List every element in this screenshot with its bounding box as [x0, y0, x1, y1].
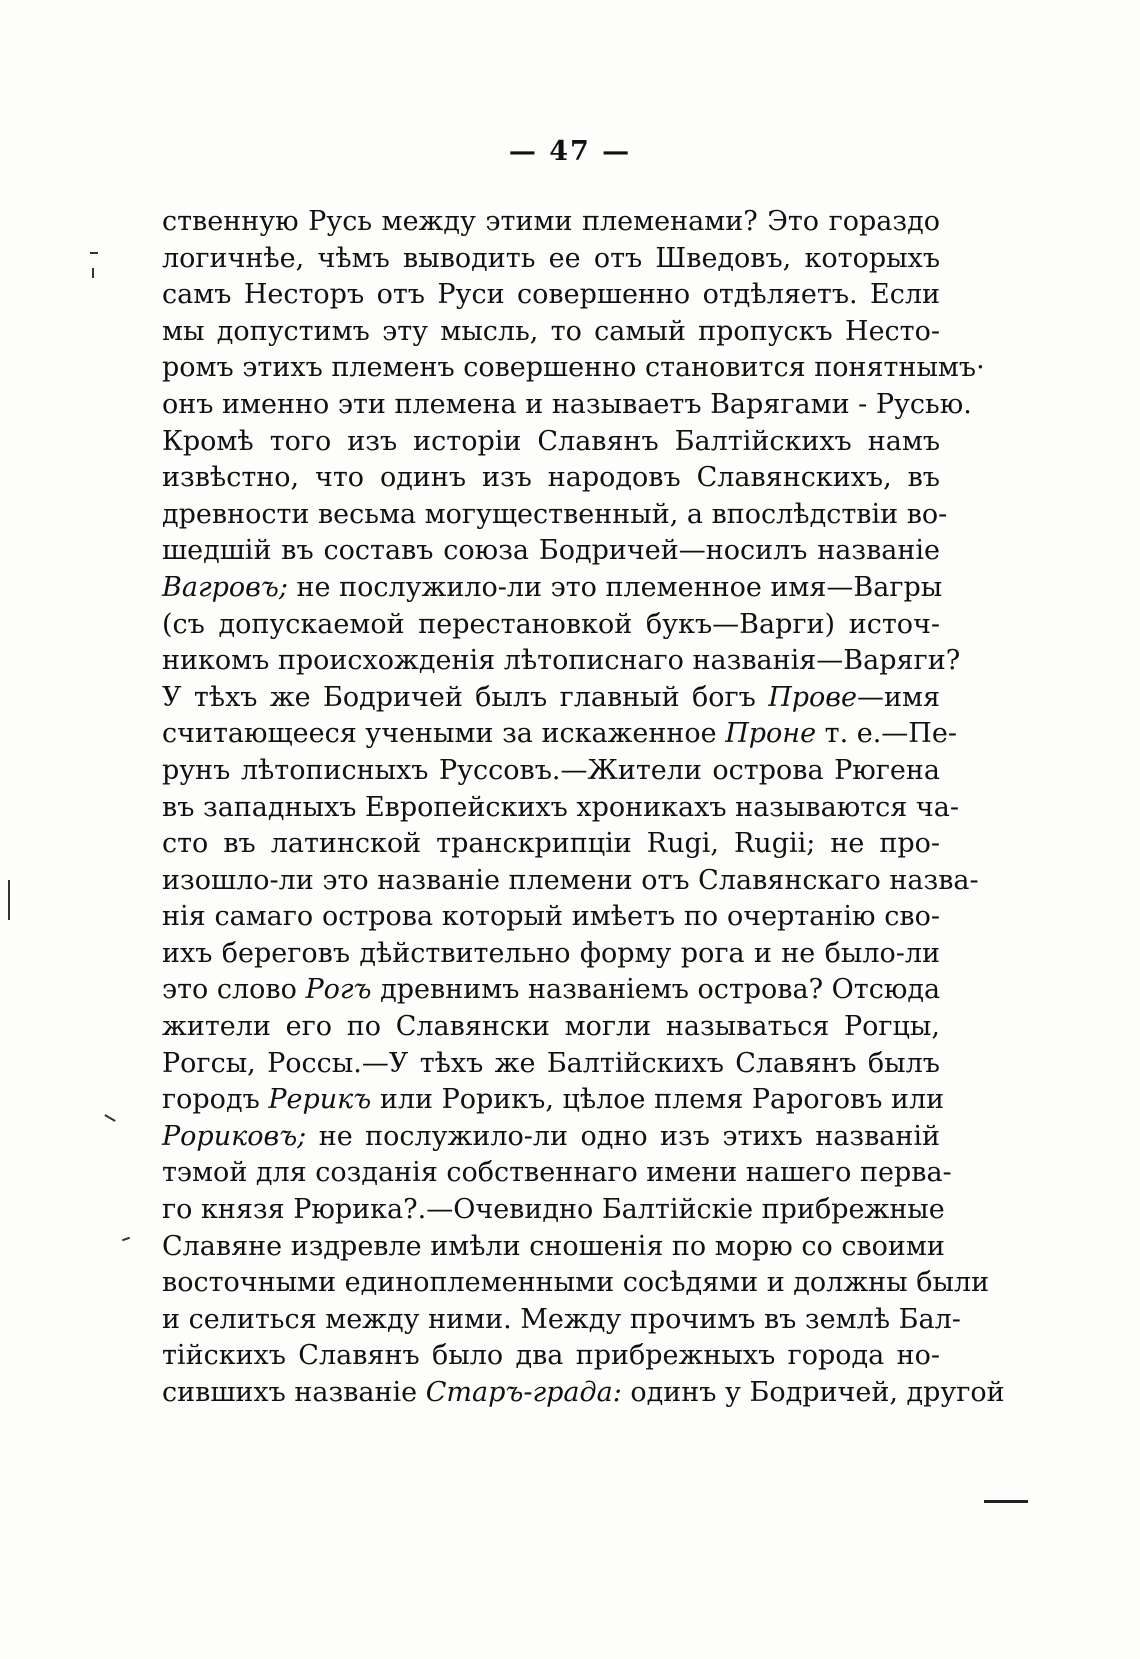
- text-line: [162, 972, 940, 1009]
- text-line: [162, 863, 979, 900]
- text-line: [162, 1375, 1005, 1412]
- margin-mark: [122, 1237, 130, 1242]
- margin-mark: [8, 880, 10, 920]
- margin-mark: [90, 252, 98, 254]
- text-run: извѣстно, что одинъ изъ народовъ Славянскихъ, въ: [162, 462, 940, 494]
- text-line: [162, 826, 940, 863]
- text-run: древности весьма могущественный, а впослѣдствіи во-: [162, 498, 948, 530]
- text-line: [162, 424, 940, 461]
- text-line: [162, 1265, 990, 1302]
- text-run: мы допустимъ эту мысль, то самый пропускъ Несто-: [162, 315, 940, 347]
- text-run: жители его по Славянски могли называться Рогцы,: [162, 1011, 940, 1043]
- text-run: и селиться между ними. Между прочимъ въ землѣ Бал-: [162, 1303, 961, 1335]
- text-line: [162, 387, 972, 424]
- text-run: тэмой для созданія собственнаго имени нашего перва-: [162, 1157, 952, 1189]
- text-line: [162, 314, 940, 351]
- text-line: [162, 716, 957, 753]
- italic-term: Проне: [725, 718, 817, 750]
- text-line: [162, 350, 985, 387]
- margin-mark: [92, 268, 94, 278]
- text-run: (съ допускаемой перестановкой букъ—Варги) источ-: [162, 608, 940, 640]
- text-run: т. е.—Пе-: [816, 718, 957, 750]
- text-run: ихъ береговъ дѣйствительно форму рога и не было-ли: [162, 937, 940, 969]
- text-line: [162, 460, 940, 497]
- italic-term: Рогъ: [305, 974, 372, 1006]
- text-line: [162, 204, 940, 241]
- italic-term: Прове: [768, 681, 857, 713]
- text-run: Рогсы, Россы.—У тѣхъ же Балтійскихъ Славянъ былъ: [162, 1047, 940, 1079]
- body-text: [162, 204, 1005, 1412]
- text-run: древнимъ названіемъ острова? Отсюда: [371, 974, 941, 1006]
- text-run: городъ: [162, 1084, 269, 1116]
- text-run: одинъ у Бодричей, другой: [621, 1377, 1005, 1408]
- text-run: логичнѣе, чѣмъ выводить ее отъ Шведовъ, которыхъ: [162, 242, 940, 274]
- text-run: не послужило-ли одно изъ этихъ названій: [306, 1120, 940, 1152]
- text-run: самъ Несторъ отъ Руси совершенно отдѣляетъ. Если: [162, 279, 940, 311]
- text-run: восточными единоплеменными сосѣдями и должны были: [162, 1267, 990, 1299]
- text-run: изошло-ли это названіе племени отъ Славянскаго назва-: [162, 864, 979, 896]
- text-line: [162, 1192, 945, 1229]
- italic-term: Рерикъ: [268, 1084, 372, 1116]
- text-line: [162, 533, 940, 570]
- text-line: [162, 680, 940, 717]
- margin-mark: [104, 1114, 115, 1122]
- text-run: въ западныхъ Европейскихъ хроникахъ называются ча-: [162, 791, 959, 823]
- italic-term: Старъ-града:: [425, 1377, 622, 1408]
- text-run: это слово: [162, 974, 306, 1006]
- text-line: [162, 241, 940, 278]
- text-run: шедшій въ составъ союза Бодричей—носилъ названіе: [162, 535, 940, 567]
- text-line: [162, 1046, 940, 1083]
- text-run: никомъ происхожденія лѣтописнаго названія—Варяги?: [162, 645, 961, 677]
- text-run: не послужило-ли это племенное имя—Вагры: [287, 571, 943, 603]
- text-line: [162, 643, 961, 680]
- text-run: —имя: [856, 681, 940, 713]
- text-line: [162, 1302, 961, 1339]
- text-run: сившихъ названіе: [162, 1377, 426, 1408]
- text-line: [162, 277, 940, 314]
- text-line: [162, 1082, 945, 1119]
- text-run: сто въ латинской транскрипціи Rugi, Rugii; не про-: [162, 828, 940, 860]
- text-line: [162, 1009, 940, 1046]
- scan-stroke: [984, 1500, 1028, 1503]
- text-run: Славяне издревле имѣли сношенія по морю со своими: [162, 1230, 945, 1262]
- italic-term: Рориковъ;: [162, 1120, 307, 1152]
- text-line: [162, 1229, 945, 1266]
- text-line: [162, 936, 940, 973]
- text-line: [162, 790, 959, 827]
- text-run: онъ именно эти племена и называетъ Варягами - Русью.: [162, 388, 972, 420]
- text-run: тійскихъ Славянъ было два прибрежныхъ города но-: [162, 1340, 940, 1372]
- text-line: [162, 1119, 940, 1156]
- text-run: нія самаго острова который имѣетъ по очертанію сво-: [162, 901, 940, 933]
- text-line: [162, 570, 943, 607]
- text-line: [162, 1338, 940, 1375]
- text-line: [162, 497, 948, 534]
- text-run: ственную Русь между этими племенами? Это гораздо: [162, 206, 940, 237]
- text-run: ромъ этихъ племенъ совершенно становится понятнымъ·: [162, 352, 985, 384]
- text-run: го князя Рюрика?.—Очевидно Балтійскіе прибрежные: [162, 1194, 945, 1226]
- text-run: или Рорикъ, цѣлое племя Рароговъ или: [371, 1084, 945, 1116]
- text-line: [162, 607, 940, 644]
- text-line: [162, 1155, 952, 1192]
- text-line: [162, 753, 940, 790]
- text-run: рунъ лѣтописныхъ Руссовъ.—Жители острова Рюгена: [162, 754, 940, 786]
- text-run: У тѣхъ же Бодричей былъ главный богъ: [162, 681, 769, 713]
- italic-term: Вагровъ;: [162, 571, 288, 603]
- text-line: [162, 899, 940, 936]
- text-run: Кромѣ того изъ исторіи Славянъ Балтійскихъ намъ: [162, 425, 940, 457]
- text-run: считающееся учеными за искаженное: [162, 718, 726, 750]
- page-number: — 47 —: [508, 136, 632, 167]
